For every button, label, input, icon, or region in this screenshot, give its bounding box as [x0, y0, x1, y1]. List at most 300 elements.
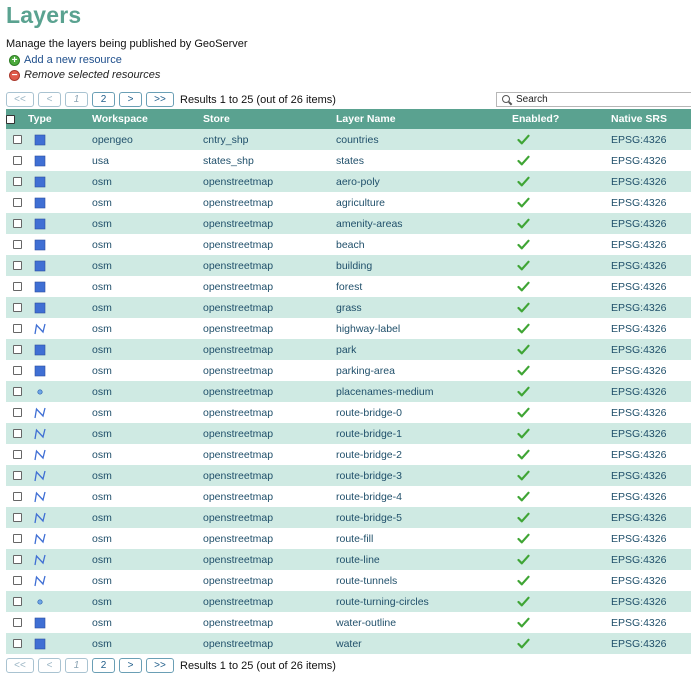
workspace-cell[interactable]: osm — [92, 192, 203, 213]
store-cell[interactable]: openstreetmap — [203, 633, 336, 654]
row-select-cell — [6, 150, 28, 171]
row-select-cell — [6, 381, 28, 402]
checkmark-icon — [517, 407, 530, 418]
enabled-cell — [512, 465, 611, 486]
table-row — [6, 171, 691, 192]
enabled-cell — [512, 528, 611, 549]
row-checkbox[interactable] — [13, 282, 22, 291]
store-cell[interactable]: openstreetmap — [203, 171, 336, 192]
table-row — [6, 612, 691, 633]
row-select-cell — [6, 444, 28, 465]
store-cell[interactable]: openstreetmap — [203, 591, 336, 612]
checkmark-icon — [517, 197, 530, 208]
type-cell — [28, 192, 92, 213]
native-srs-cell: EPSG:4326 — [611, 213, 691, 234]
polygon-layer-icon — [34, 155, 46, 167]
enabled-cell — [512, 318, 611, 339]
pager-page-1[interactable]: 1 — [65, 92, 88, 107]
row-select-cell — [6, 570, 28, 591]
native-srs-header[interactable]: Native SRS — [611, 109, 691, 129]
native-srs-cell: EPSG:4326 — [611, 171, 691, 192]
type-cell — [28, 318, 92, 339]
layer-name-cell[interactable]: states — [336, 150, 512, 171]
row-checkbox[interactable] — [13, 219, 22, 228]
store-cell[interactable]: openstreetmap — [203, 549, 336, 570]
row-select-cell — [6, 318, 28, 339]
line-layer-icon — [34, 470, 46, 482]
table-row — [6, 549, 691, 570]
workspace-cell[interactable]: osm — [92, 339, 203, 360]
row-select-cell — [6, 360, 28, 381]
checkmark-icon — [517, 344, 530, 355]
workspace-cell[interactable]: usa — [92, 150, 203, 171]
checkmark-icon — [517, 176, 530, 187]
store-cell[interactable]: openstreetmap — [203, 444, 336, 465]
store-cell[interactable]: states_shp — [203, 150, 336, 171]
pager-page-2[interactable]: 2 — [92, 92, 115, 107]
search-box[interactable] — [496, 92, 691, 107]
checkmark-icon — [517, 596, 530, 607]
type-cell — [28, 507, 92, 528]
enabled-cell — [512, 381, 611, 402]
enabled-cell — [512, 255, 611, 276]
pager-first-button[interactable]: << — [6, 92, 34, 107]
checkmark-icon — [517, 218, 530, 229]
workspace-cell[interactable]: osm — [92, 171, 203, 192]
layer-name-cell[interactable]: route-bridge-0 — [336, 402, 512, 423]
workspace-cell[interactable]: osm — [92, 465, 203, 486]
row-select-cell — [6, 465, 28, 486]
native-srs-cell: EPSG:4326 — [611, 339, 691, 360]
table-row — [6, 465, 691, 486]
checkmark-icon — [517, 386, 530, 397]
polygon-layer-icon — [34, 281, 46, 293]
table-row — [6, 633, 691, 654]
polygon-layer-icon — [34, 344, 46, 356]
polygon-layer-icon — [34, 176, 46, 188]
row-select-cell — [6, 297, 28, 318]
store-cell[interactable]: openstreetmap — [203, 486, 336, 507]
row-select-cell — [6, 549, 28, 570]
checkmark-icon — [517, 155, 530, 166]
native-srs-cell: EPSG:4326 — [611, 486, 691, 507]
enabled-cell — [512, 423, 611, 444]
polygon-layer-icon — [34, 617, 46, 629]
native-srs-cell: EPSG:4326 — [611, 297, 691, 318]
native-srs-cell: EPSG:4326 — [611, 633, 691, 654]
plus-icon: + — [9, 55, 20, 66]
native-srs-cell: EPSG:4326 — [611, 528, 691, 549]
checkmark-icon — [517, 134, 530, 145]
native-srs-cell: EPSG:4326 — [611, 591, 691, 612]
row-select-cell — [6, 255, 28, 276]
polygon-layer-icon — [34, 197, 46, 209]
layer-name-cell[interactable]: route-bridge-4 — [336, 486, 512, 507]
checkmark-icon — [517, 533, 530, 544]
native-srs-cell: EPSG:4326 — [611, 150, 691, 171]
row-checkbox[interactable] — [13, 450, 22, 459]
enabled-cell — [512, 213, 611, 234]
checkmark-icon — [517, 470, 530, 481]
layer-name-cell[interactable]: highway-label — [336, 318, 512, 339]
layer-name-cell[interactable]: route-tunnels — [336, 570, 512, 591]
layers-table — [6, 109, 691, 654]
row-select-cell — [6, 633, 28, 654]
type-cell — [28, 213, 92, 234]
checkmark-icon — [517, 617, 530, 628]
row-select-cell — [6, 507, 28, 528]
workspace-cell[interactable]: osm — [92, 213, 203, 234]
layer-name-cell[interactable]: route-bridge-5 — [336, 507, 512, 528]
native-srs-cell: EPSG:4326 — [611, 129, 691, 150]
row-checkbox[interactable] — [13, 177, 22, 186]
native-srs-cell: EPSG:4326 — [611, 381, 691, 402]
workspace-cell[interactable]: osm — [92, 234, 203, 255]
line-layer-icon — [34, 428, 46, 440]
type-cell — [28, 255, 92, 276]
type-cell — [28, 486, 92, 507]
pager-last-button[interactable]: >> — [146, 92, 174, 107]
table-row — [6, 486, 691, 507]
pager-results-text: Results 1 to 25 (out of 26 items) — [180, 93, 336, 106]
pager-next-button[interactable]: > — [119, 92, 142, 107]
type-cell — [28, 129, 92, 150]
checkmark-icon — [517, 260, 530, 271]
row-checkbox[interactable] — [13, 513, 22, 522]
row-checkbox[interactable] — [13, 156, 22, 165]
workspace-cell[interactable]: osm — [92, 549, 203, 570]
type-cell — [28, 423, 92, 444]
pager-first-button[interactable]: << — [6, 658, 34, 673]
line-layer-icon — [34, 575, 46, 587]
store-cell[interactable]: cntry_shp — [203, 129, 336, 150]
store-cell[interactable]: openstreetmap — [203, 465, 336, 486]
table-row — [6, 570, 691, 591]
table-row — [6, 297, 691, 318]
enabled-cell — [512, 444, 611, 465]
pager-page-1[interactable]: 1 — [65, 658, 88, 673]
row-select-cell — [6, 234, 28, 255]
layer-name-cell[interactable]: beach — [336, 234, 512, 255]
enabled-cell — [512, 507, 611, 528]
workspace-cell[interactable]: osm — [92, 507, 203, 528]
store-cell[interactable]: openstreetmap — [203, 255, 336, 276]
type-cell — [28, 612, 92, 633]
row-checkbox[interactable] — [13, 534, 22, 543]
type-cell — [28, 381, 92, 402]
type-cell — [28, 360, 92, 381]
polygon-layer-icon — [34, 239, 46, 251]
table-row — [6, 381, 691, 402]
table-row — [6, 591, 691, 612]
native-srs-cell: EPSG:4326 — [611, 402, 691, 423]
pager-bottom — [6, 658, 336, 673]
pager-next-button[interactable]: > — [119, 658, 142, 673]
layer-name-cell[interactable]: amenity-areas — [336, 213, 512, 234]
type-cell — [28, 570, 92, 591]
row-select-cell — [6, 171, 28, 192]
workspace-cell[interactable]: osm — [92, 444, 203, 465]
table-row — [6, 444, 691, 465]
enabled-cell — [512, 633, 611, 654]
table-row — [6, 402, 691, 423]
type-cell — [28, 402, 92, 423]
select-all-checkbox[interactable] — [6, 115, 15, 124]
enabled-cell — [512, 549, 611, 570]
table-body — [6, 129, 691, 654]
table-row — [6, 129, 691, 150]
table-row — [6, 528, 691, 549]
row-checkbox[interactable] — [13, 387, 22, 396]
store-cell[interactable]: openstreetmap — [203, 381, 336, 402]
layer-name-cell[interactable]: countries — [336, 129, 512, 150]
pager-prev-button[interactable]: < — [38, 658, 61, 673]
row-checkbox[interactable] — [13, 198, 22, 207]
polygon-layer-icon — [34, 638, 46, 650]
polygon-layer-icon — [34, 302, 46, 314]
enabled-cell — [512, 297, 611, 318]
store-header[interactable]: Store — [203, 109, 336, 129]
enabled-cell — [512, 402, 611, 423]
line-layer-icon — [34, 449, 46, 461]
type-header[interactable]: Type — [28, 109, 92, 129]
pager-page-2[interactable]: 2 — [92, 658, 115, 673]
row-checkbox[interactable] — [13, 324, 22, 333]
table-row — [6, 318, 691, 339]
row-select-cell — [6, 192, 28, 213]
workspace-cell[interactable]: osm — [92, 402, 203, 423]
type-cell — [28, 549, 92, 570]
native-srs-cell: EPSG:4326 — [611, 570, 691, 591]
polygon-layer-icon — [34, 218, 46, 230]
row-checkbox[interactable] — [13, 576, 22, 585]
checkmark-icon — [517, 491, 530, 502]
layer-name-cell[interactable]: water — [336, 633, 512, 654]
store-cell[interactable]: openstreetmap — [203, 213, 336, 234]
layer-name-cell[interactable]: route-line — [336, 549, 512, 570]
line-layer-icon — [34, 533, 46, 545]
checkmark-icon — [517, 449, 530, 460]
enabled-cell — [512, 570, 611, 591]
remove-resources-link[interactable] — [9, 68, 160, 82]
checkmark-icon — [517, 428, 530, 439]
table-row — [6, 213, 691, 234]
page-title: Layers — [6, 2, 82, 28]
type-cell — [28, 465, 92, 486]
layer-name-cell[interactable]: route-bridge-3 — [336, 465, 512, 486]
row-checkbox[interactable] — [13, 345, 22, 354]
checkmark-icon — [517, 302, 530, 313]
native-srs-cell: EPSG:4326 — [611, 423, 691, 444]
enabled-cell — [512, 129, 611, 150]
row-checkbox[interactable] — [13, 240, 22, 249]
row-select-cell — [6, 129, 28, 150]
point-layer-icon — [34, 596, 46, 608]
layer-name-cell[interactable]: building — [336, 255, 512, 276]
store-cell[interactable]: openstreetmap — [203, 570, 336, 591]
row-select-cell — [6, 423, 28, 444]
row-checkbox[interactable] — [13, 471, 22, 480]
store-cell[interactable]: openstreetmap — [203, 234, 336, 255]
workspace-cell[interactable]: osm — [92, 633, 203, 654]
enabled-cell — [512, 360, 611, 381]
store-cell[interactable]: openstreetmap — [203, 276, 336, 297]
workspace-cell[interactable]: osm — [92, 297, 203, 318]
checkmark-icon — [517, 638, 530, 649]
row-select-cell — [6, 276, 28, 297]
add-resource-label[interactable]: Add a new resource — [24, 54, 122, 66]
layer-name-cell[interactable]: route-fill — [336, 528, 512, 549]
point-layer-icon — [34, 386, 46, 398]
workspace-cell[interactable]: osm — [92, 570, 203, 591]
native-srs-cell: EPSG:4326 — [611, 192, 691, 213]
checkmark-icon — [517, 239, 530, 250]
store-cell[interactable]: openstreetmap — [203, 528, 336, 549]
row-select-cell — [6, 486, 28, 507]
row-select-cell — [6, 339, 28, 360]
table-row — [6, 234, 691, 255]
table-row — [6, 150, 691, 171]
row-checkbox[interactable] — [13, 408, 22, 417]
row-checkbox[interactable] — [13, 135, 22, 144]
row-checkbox[interactable] — [13, 555, 22, 564]
type-cell — [28, 276, 92, 297]
workspace-cell[interactable]: osm — [92, 612, 203, 633]
enabled-cell — [512, 339, 611, 360]
layer-name-cell[interactable]: placenames-medium — [336, 381, 512, 402]
table-row — [6, 255, 691, 276]
row-select-cell — [6, 528, 28, 549]
native-srs-cell: EPSG:4326 — [611, 276, 691, 297]
table-row — [6, 276, 691, 297]
native-srs-cell: EPSG:4326 — [611, 612, 691, 633]
enabled-cell — [512, 612, 611, 633]
type-cell — [28, 339, 92, 360]
store-cell[interactable]: openstreetmap — [203, 318, 336, 339]
enabled-header[interactable]: Enabled? — [512, 109, 611, 129]
workspace-cell[interactable]: osm — [92, 255, 203, 276]
enabled-cell — [512, 276, 611, 297]
workspace-cell[interactable]: osm — [92, 423, 203, 444]
enabled-cell — [512, 486, 611, 507]
type-cell — [28, 171, 92, 192]
pager-prev-button[interactable]: < — [38, 92, 61, 107]
workspace-cell[interactable]: osm — [92, 360, 203, 381]
enabled-cell — [512, 591, 611, 612]
pager-results-text: Results 1 to 25 (out of 26 items) — [180, 659, 336, 672]
pager-top — [6, 92, 336, 107]
table-row — [6, 192, 691, 213]
search-input[interactable] — [516, 94, 676, 105]
layer-name-cell[interactable]: agriculture — [336, 192, 512, 213]
remove-resources-label[interactable]: Remove selected resources — [24, 69, 161, 81]
row-select-cell — [6, 402, 28, 423]
native-srs-cell: EPSG:4326 — [611, 444, 691, 465]
layer-name-cell[interactable]: route-bridge-2 — [336, 444, 512, 465]
layer-name-cell[interactable]: route-turning-circles — [336, 591, 512, 612]
store-cell[interactable]: openstreetmap — [203, 402, 336, 423]
row-checkbox[interactable] — [13, 618, 22, 627]
type-cell — [28, 150, 92, 171]
store-cell[interactable]: openstreetmap — [203, 297, 336, 318]
store-cell[interactable]: openstreetmap — [203, 339, 336, 360]
workspace-header[interactable]: Workspace — [92, 109, 203, 129]
type-cell — [28, 297, 92, 318]
row-checkbox[interactable] — [13, 303, 22, 312]
native-srs-cell: EPSG:4326 — [611, 549, 691, 570]
native-srs-cell: EPSG:4326 — [611, 255, 691, 276]
type-cell — [28, 528, 92, 549]
row-checkbox[interactable] — [13, 597, 22, 606]
checkmark-icon — [517, 323, 530, 334]
workspace-cell[interactable]: osm — [92, 276, 203, 297]
layer-name-cell[interactable]: water-outline — [336, 612, 512, 633]
native-srs-cell: EPSG:4326 — [611, 360, 691, 381]
workspace-cell[interactable]: osm — [92, 381, 203, 402]
workspace-cell[interactable]: opengeo — [92, 129, 203, 150]
polygon-layer-icon — [34, 260, 46, 272]
pager-last-button[interactable]: >> — [146, 658, 174, 673]
row-select-cell — [6, 591, 28, 612]
native-srs-cell: EPSG:4326 — [611, 234, 691, 255]
table-row — [6, 360, 691, 381]
line-layer-icon — [34, 512, 46, 524]
layer-name-cell[interactable]: park — [336, 339, 512, 360]
line-layer-icon — [34, 323, 46, 335]
table-header-row — [6, 109, 691, 129]
polygon-layer-icon — [34, 365, 46, 377]
workspace-cell[interactable]: osm — [92, 591, 203, 612]
type-cell — [28, 633, 92, 654]
workspace-cell[interactable]: osm — [92, 486, 203, 507]
row-checkbox[interactable] — [13, 366, 22, 375]
store-cell[interactable]: openstreetmap — [203, 612, 336, 633]
add-resource-link[interactable] — [9, 53, 122, 67]
table-row — [6, 423, 691, 444]
page-subtitle: Manage the layers being published by GeoServer — [6, 38, 248, 50]
row-checkbox[interactable] — [13, 261, 22, 270]
row-select-cell — [6, 612, 28, 633]
store-cell[interactable]: openstreetmap — [203, 192, 336, 213]
checkmark-icon — [517, 281, 530, 292]
polygon-layer-icon — [34, 134, 46, 146]
enabled-cell — [512, 192, 611, 213]
layer-name-cell[interactable]: parking-area — [336, 360, 512, 381]
row-checkbox[interactable] — [13, 639, 22, 648]
row-checkbox[interactable] — [13, 492, 22, 501]
row-checkbox[interactable] — [13, 429, 22, 438]
layer-name-cell[interactable]: forest — [336, 276, 512, 297]
checkmark-icon — [517, 512, 530, 523]
search-icon — [502, 95, 511, 104]
layer-name-cell[interactable]: aero-poly — [336, 171, 512, 192]
line-layer-icon — [34, 491, 46, 503]
type-cell — [28, 591, 92, 612]
workspace-cell[interactable]: osm — [92, 528, 203, 549]
layer-name-header[interactable]: Layer Name — [336, 109, 512, 129]
line-layer-icon — [34, 554, 46, 566]
workspace-cell[interactable]: osm — [92, 318, 203, 339]
layer-name-cell[interactable]: route-bridge-1 — [336, 423, 512, 444]
native-srs-cell: EPSG:4326 — [611, 465, 691, 486]
type-cell — [28, 444, 92, 465]
store-cell[interactable]: openstreetmap — [203, 423, 336, 444]
checkmark-icon — [517, 554, 530, 565]
checkmark-icon — [517, 365, 530, 376]
layer-name-cell[interactable]: grass — [336, 297, 512, 318]
store-cell[interactable]: openstreetmap — [203, 507, 336, 528]
store-cell[interactable]: openstreetmap — [203, 360, 336, 381]
